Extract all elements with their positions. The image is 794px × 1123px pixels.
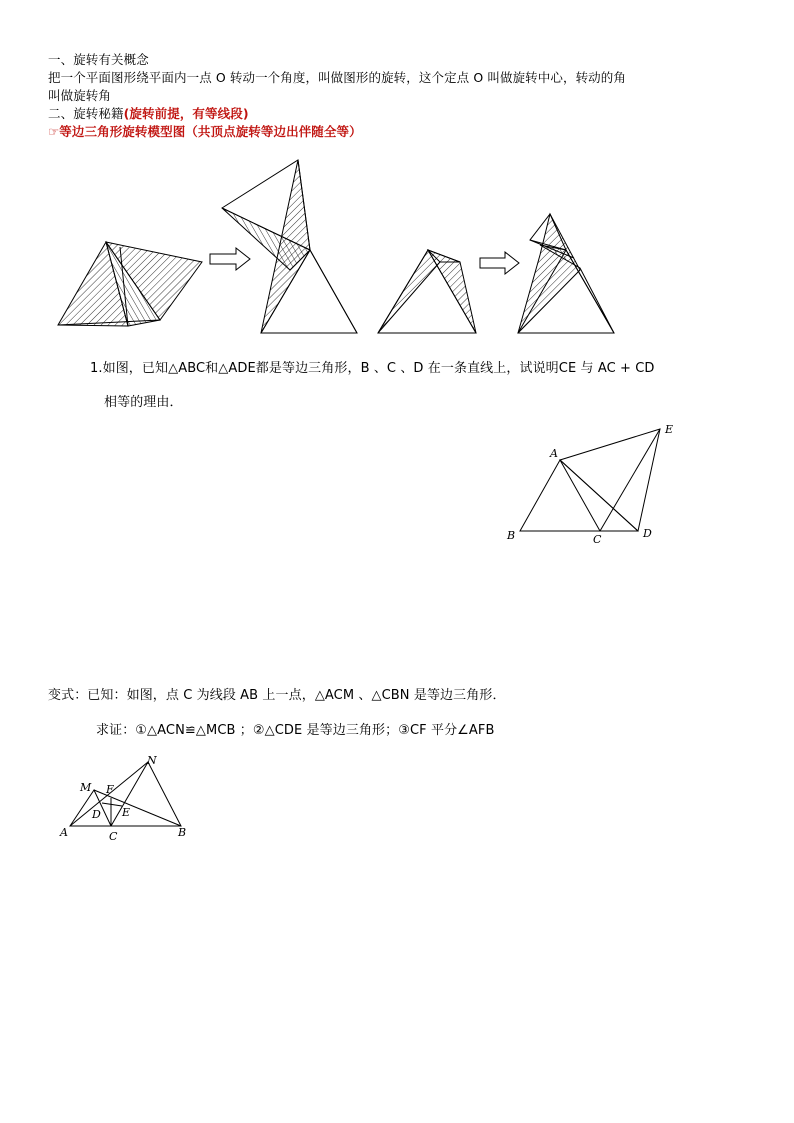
label-b: B <box>507 529 516 542</box>
section1-heading: 一、旋转有关概念 <box>48 52 149 67</box>
label-c: C <box>593 533 602 546</box>
label-a: A <box>60 826 68 839</box>
model-figure-3 <box>378 250 476 333</box>
variant-line1: 变式：已知：如图，点 C 为线段 AB 上一点，△ACM 、△CBN 是等边三角形． <box>48 688 506 703</box>
label-d: D <box>92 808 101 821</box>
section2-heading <box>48 104 249 122</box>
model-title: ☞等边三角形旋转模型图（共顶点旋转等边出伴随全等） <box>48 124 362 139</box>
section2-heading-text: 二、旋转秘籍 <box>48 106 124 121</box>
model-figure-4 <box>518 214 614 333</box>
variant-line2: 求证：①△ACN≌△MCB ；②△CDE 是等边三角形；③CF 平分∠AFB <box>96 723 495 738</box>
problem1-figure <box>500 415 690 550</box>
model-figure-1 <box>58 242 202 326</box>
problem1-line2: 相等的理由． <box>104 395 183 410</box>
definition-line1: 把一个平面图形绕平面内一点 O 转动一个角度，叫做图形的旋转，这个定点 O 叫做旋转中心，转动的角 <box>48 70 626 85</box>
segment-de <box>102 803 122 806</box>
problem1-line1: 1.如图，已知△ABC和△ADE都是等边三角形，B 、C 、D 在一条直线上，试说明CE 与 AC + CD <box>90 361 655 376</box>
label-e: E <box>665 423 674 436</box>
section2-heading-red: (旋转前提，有等线段) <box>123 106 249 121</box>
triangle-ade <box>560 429 660 531</box>
label-m: M <box>80 781 92 794</box>
label-a: A <box>550 447 558 460</box>
rotation-model-figures <box>0 150 794 350</box>
variant-figure <box>55 752 205 847</box>
label-b: B <box>178 826 187 839</box>
arrow-right-icon <box>480 252 519 274</box>
label-d: D <box>643 527 652 540</box>
label-n: N <box>147 754 157 767</box>
segment-ad <box>560 460 638 531</box>
definition-line2: 叫做旋转角 <box>48 88 112 103</box>
model-figure-2 <box>222 160 357 333</box>
triangle-abc <box>520 460 600 531</box>
arrow-right-icon <box>210 248 250 270</box>
label-e: E <box>122 806 131 819</box>
label-c: C <box>109 830 118 843</box>
label-f: F <box>106 783 114 796</box>
